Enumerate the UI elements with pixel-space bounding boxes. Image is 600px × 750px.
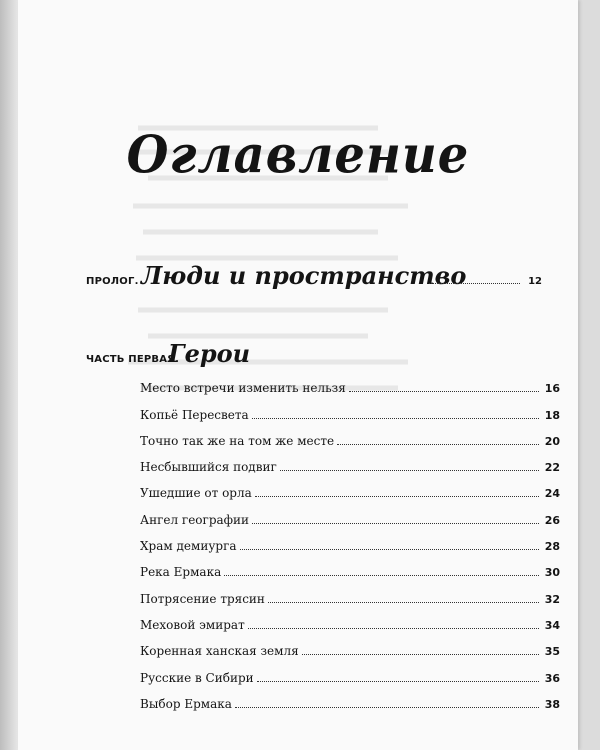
page-title: Оглавление bbox=[126, 124, 470, 186]
toc-entry-title: Несбывшийся подвиг bbox=[140, 460, 277, 475]
toc-entry-title: Копьё Пересвета bbox=[140, 407, 249, 422]
toc-entry bbox=[140, 398, 560, 424]
toc-entry bbox=[140, 609, 560, 635]
leader-dots bbox=[337, 444, 539, 445]
toc-entry-title: Меховой эмират bbox=[140, 617, 245, 632]
toc-entry bbox=[140, 530, 560, 556]
toc-entry-page: 28 bbox=[544, 540, 560, 554]
prologue-label: ПРОЛОГ. bbox=[86, 276, 139, 287]
leader-dots bbox=[252, 418, 539, 419]
toc-entry-title: Река Ермака bbox=[140, 565, 222, 580]
toc-entry bbox=[140, 372, 560, 398]
toc-entry-title: Точно так же на том же месте bbox=[140, 433, 335, 448]
toc-entry bbox=[140, 635, 560, 661]
leader-dots bbox=[252, 523, 539, 524]
toc-entry-page: 32 bbox=[544, 592, 560, 606]
leader-dots bbox=[257, 681, 539, 682]
toc-entry bbox=[140, 451, 560, 477]
toc-entry-page: 30 bbox=[544, 566, 560, 580]
leader-dots bbox=[255, 496, 539, 497]
toc-entry-title: Коренная ханская земля bbox=[140, 644, 299, 659]
book-page bbox=[18, 0, 578, 750]
leader-dots bbox=[235, 707, 539, 708]
toc-entry bbox=[140, 503, 560, 529]
toc-entry-page: 34 bbox=[544, 618, 560, 632]
leader-dots bbox=[280, 470, 539, 471]
book-spine-shadow bbox=[0, 0, 18, 750]
toc-entry bbox=[140, 582, 560, 608]
prologue-leader-dots bbox=[429, 283, 520, 284]
toc-entry-page: 26 bbox=[544, 513, 560, 527]
leader-dots bbox=[240, 549, 539, 550]
toc-entry bbox=[140, 556, 560, 582]
toc-entry bbox=[140, 477, 560, 503]
toc-entry-page: 35 bbox=[544, 645, 560, 659]
toc-entry-list bbox=[140, 372, 560, 714]
toc-entry-page: 24 bbox=[544, 487, 560, 501]
leader-dots bbox=[268, 602, 539, 603]
toc-entry bbox=[140, 661, 560, 687]
toc-entry-page: 36 bbox=[544, 671, 560, 685]
toc-entry-page: 16 bbox=[544, 382, 560, 396]
toc-entry-page: 22 bbox=[544, 461, 560, 475]
part-one-title: Герои bbox=[168, 339, 251, 368]
toc-entry-title: Ангел географии bbox=[140, 512, 250, 527]
prologue-entry bbox=[86, 258, 542, 292]
toc-entry bbox=[140, 688, 560, 714]
toc-entry-page: 38 bbox=[544, 697, 560, 711]
leader-dots bbox=[248, 628, 539, 629]
toc-entry-page: 20 bbox=[544, 434, 560, 448]
prologue-title: Люди и пространство bbox=[141, 261, 467, 290]
part-one-label: ЧАСТЬ ПЕРВАЯ. bbox=[86, 354, 180, 365]
toc-entry-title: Ушедшие от орла bbox=[140, 486, 252, 501]
leader-dots bbox=[349, 391, 539, 392]
toc-entry bbox=[140, 425, 560, 451]
prologue-page-number: 12 bbox=[528, 276, 542, 287]
toc-entry-page: 18 bbox=[544, 408, 560, 422]
toc-entry-title: Потрясение трясин bbox=[140, 591, 265, 606]
toc-entry-title: Русские в Сибири bbox=[140, 670, 254, 685]
toc-entry-title: Место встречи изменить нельзя bbox=[140, 381, 346, 396]
toc-entry-title: Храм демиурга bbox=[140, 539, 237, 554]
toc-entry-title: Выбор Ермака bbox=[140, 696, 232, 711]
leader-dots bbox=[224, 575, 538, 576]
leader-dots bbox=[302, 654, 539, 655]
part-one-heading bbox=[86, 336, 542, 370]
